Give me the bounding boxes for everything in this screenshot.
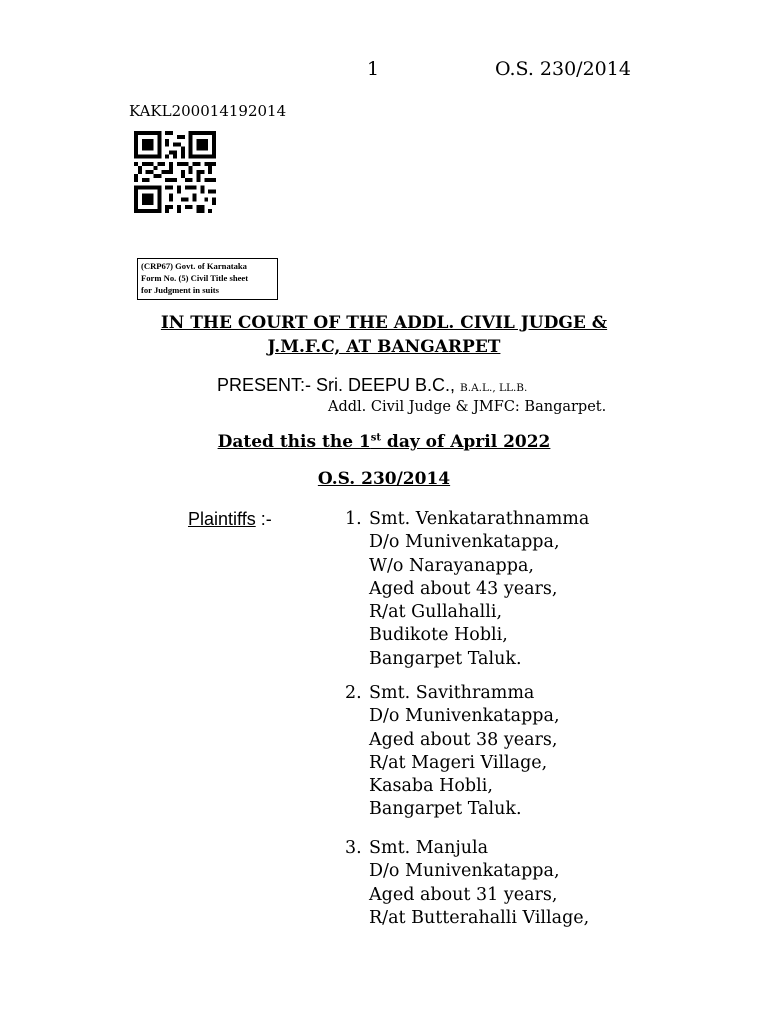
plaintiffs-label-text: Plaintiffs xyxy=(188,509,256,529)
party-number: 2. xyxy=(345,683,362,703)
party-name: Smt. Manjula xyxy=(369,838,489,858)
plaintiff-1 xyxy=(345,508,589,671)
party-detail: R/at Gullahalli, xyxy=(369,602,503,623)
plaintiff-2 xyxy=(345,682,560,822)
party-detail: D/o Munivenkatappa, xyxy=(369,706,560,727)
case-code: KAKL200014192014 xyxy=(129,102,287,120)
party-detail: Aged about 43 years, xyxy=(369,578,558,599)
party-name: Smt. Venkatarathnamma xyxy=(369,509,590,529)
party-detail: R/at Mageri Village, xyxy=(369,752,548,773)
court-heading-line1: IN THE COURT OF THE ADDL. CIVIL JUDGE & xyxy=(160,313,608,333)
party-detail: D/o Munivenkatappa, xyxy=(369,532,560,553)
party-detail: Bangarpet Taluk. xyxy=(369,799,522,820)
party-detail: D/o Munivenkatappa, xyxy=(369,861,560,882)
date-prefix: Dated this the 1 xyxy=(217,432,371,452)
court-heading-line2: J.M.F.C, AT BANGARPET xyxy=(267,337,501,357)
judge-designation: Addl. Civil Judge & JMFC: Bangarpet. xyxy=(328,399,607,415)
party-detail: R/at Butterahalli Village, xyxy=(369,907,590,928)
plaintiff-3 xyxy=(345,837,589,930)
original-suit-number: O.S. 230/2014 xyxy=(317,469,451,489)
case-number-header: O.S. 230/2014 xyxy=(495,58,631,80)
date-suffix: day of April 2022 xyxy=(381,432,551,452)
form-box-line: Form No. (5) Civil Title sheet xyxy=(141,273,249,283)
party-name: Smt. Savithramma xyxy=(369,683,535,703)
party-detail: W/o Narayanappa, xyxy=(369,555,534,576)
present-label: PRESENT:- Sri. DEEPU B.C., xyxy=(217,375,461,395)
plaintiffs-separator: :- xyxy=(255,509,272,529)
party-detail: Aged about 38 years, xyxy=(369,729,558,750)
party-detail: Budikote Hobli, xyxy=(369,625,508,646)
party-detail: Kasaba Hobli, xyxy=(369,776,493,797)
page-number: 1 xyxy=(367,58,380,80)
present-judge xyxy=(217,375,527,396)
plaintiffs-label xyxy=(188,509,272,530)
party-detail: Bangarpet Taluk. xyxy=(369,648,522,669)
form-title-box xyxy=(137,258,278,300)
party-number: 1. xyxy=(345,509,362,529)
form-box-line: (CRP67) Govt. of Karnataka xyxy=(141,261,247,271)
date-ordinal: st xyxy=(370,432,382,444)
party-number: 3. xyxy=(345,838,362,858)
judgment-date xyxy=(0,432,768,452)
form-box-line: for Judgment in suits xyxy=(141,285,219,295)
qr-code-icon xyxy=(134,131,216,213)
party-detail: Aged about 31 years, xyxy=(369,884,558,905)
judge-qualification: B.A.L., LL.B. xyxy=(460,382,528,394)
